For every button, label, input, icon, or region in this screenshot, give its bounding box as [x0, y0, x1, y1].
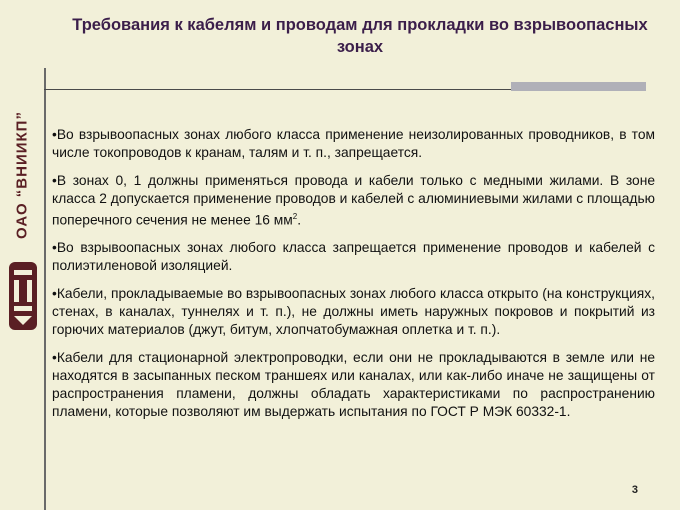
bullet-item: •Во взрывоопасных зонах любого класса запрещается применение проводов и кабелей с полиэтиленовой изоляцией.	[52, 240, 655, 274]
page-number: 3	[631, 484, 638, 496]
bullet-item: •Кабели для стационарной электропроводки, если они не прокладываются в земле или не находятся в засыпанных песком траншеях или каналах, или как-либо иначе не защищены от распространения пламени, должны обладать характеристиками по распространению пламени, которые позволяют им выдержать испытания по ГОСТ Р МЭК 60332-1.	[52, 349, 655, 420]
bullet-text-end: .	[297, 212, 302, 228]
bullet-item	[52, 172, 655, 230]
bullet-item: •Во взрывоопасных зонах любого класса применение неизолированных проводников, в том числе токопроводов к кранам, талям и т. п., запрещается.	[52, 127, 655, 161]
sidebar	[0, 0, 45, 510]
bullet-list	[52, 126, 655, 431]
vniikp-logo-icon	[7, 258, 39, 334]
superscript: 2	[292, 212, 298, 222]
accent-bar	[511, 82, 646, 91]
slide-title: Требования к кабелям и проводам для прокладки во взрывоопасных зонах	[72, 16, 648, 56]
organization-name: ОАО “ВНИИКП”	[13, 111, 31, 239]
bullet-text: •В зонах 0, 1 должны применяться провода и кабели только с медными жилами. В зоне класса 2 допускается применение проводов и кабелей с алюминиевыми жилами с площадью поперечного сечения не менее 16 мм	[52, 172, 655, 228]
bullet-item: •Кабели, прокладываемые во взрывоопасных зонах любого класса открыто (на конструкциях, стенах, в каналах, туннелях и т. п.), не должны иметь наружных покровов и покрытий из горючих материалов (джут, битум, хлопчатобумажная оплетка и т. п.).	[52, 285, 655, 338]
vertical-divider	[44, 68, 46, 510]
